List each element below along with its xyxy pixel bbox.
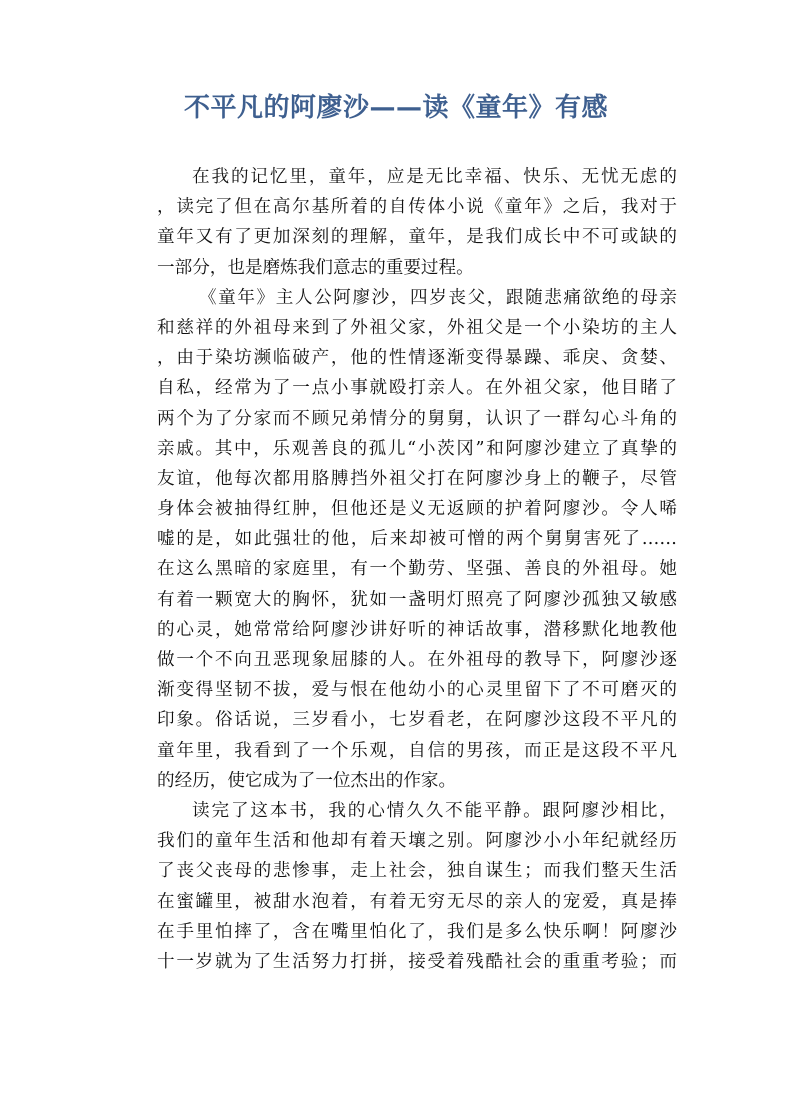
text-line: 的经历，使它成为了一位杰出的作家。 [157, 770, 457, 791]
text-line: 印象。俗话说，三岁看小，七岁看老，在阿廖沙这段不平凡的 [157, 710, 677, 731]
text-line: 在这么黑暗的家庭里，有一个勤劳、坚强、善良的外祖母。她 [157, 559, 677, 580]
text-line: 嘘的是，如此强壮的他，后来却被可憎的两个舅舅害死了…… [157, 529, 677, 550]
text-line: ，由于染坊濒临破产，他的性情逐渐变得暴躁、乖戾、贪婪、 [157, 348, 677, 369]
text-line: 自私，经常为了一点小事就殴打亲人。在外祖父家，他目睹了 [157, 378, 677, 399]
text-line: 的心灵，她常常给阿廖沙讲好听的神话故事，潜移默化地教他 [157, 619, 677, 640]
text-line: 童年又有了更加深刻的理解，童年，是我们成长中不可或缺的 [157, 227, 677, 248]
text-line: 一部分，也是磨炼我们意志的重要过程。 [157, 257, 474, 278]
text-line: 做一个不向丑恶现象屈膝的人。在外祖母的教导下，阿廖沙逐 [157, 650, 677, 670]
text-line: 童年里，我看到了一个乐观，自信的男孩，而正是这段不平凡 [157, 740, 677, 761]
document-title: 不平凡的阿廖沙——读《童年》有感 [183, 93, 608, 123]
text-line: 我们的童年生活和他却有着天壤之别。阿廖沙小小年纪就经历 [157, 831, 677, 852]
text-line: 了丧父丧母的悲惨事，走上社会，独自谋生；而我们整天生活 [157, 861, 677, 882]
text-line: 有着一颗宽大的胸怀，犹如一盏明灯照亮了阿廖沙孤独又敏感 [157, 589, 677, 610]
text-line: 《童年》主人公阿廖沙，四岁丧父，跟随悲痛欲绝的母亲 [199, 287, 677, 308]
text-line: 身体会被抽得红肿，但他还是义无返顾的护着阿廖沙。令人唏 [157, 499, 677, 520]
text-line: ，读完了但在高尔基所着的自传体小说《童年》之后，我对于 [157, 197, 677, 218]
document-body [157, 162, 677, 977]
text-line: 渐变得坚韧不拔，爱与恨在他幼小的心灵里留下了不可磨灭的 [157, 680, 677, 701]
text-line: 在手里怕摔了，含在嘴里怕化了，我们是多么快乐啊！阿廖沙 [157, 921, 677, 942]
text-line: 友谊，他每次都用胳膊挡外祖父打在阿廖沙身上的鞭子，尽管 [157, 468, 677, 489]
text-line: 和慈祥的外祖母来到了外祖父家，外祖父是一个小染坊的主人 [157, 317, 677, 338]
text-line: 在我的记忆里，童年，应是无比幸福、快乐、无忧无虑的 [192, 167, 677, 187]
text-line: 读完了这本书，我的心情久久不能平静。跟阿廖沙相比， [192, 800, 677, 821]
text-line: 亲戚。其中，乐观善良的孤儿“小茨冈”和阿廖沙建立了真挚的 [157, 438, 677, 459]
text-line: 在蜜罐里，被甜水泡着，有着无穷无尽的亲人的宠爱，真是捧 [157, 891, 677, 912]
text-line: 两个为了分家而不顾兄弟情分的舅舅，认识了一群勾心斗角的 [157, 408, 677, 429]
text-line: 十一岁就为了生活努力打拼，接受着残酷社会的重重考验；而 [157, 951, 677, 972]
